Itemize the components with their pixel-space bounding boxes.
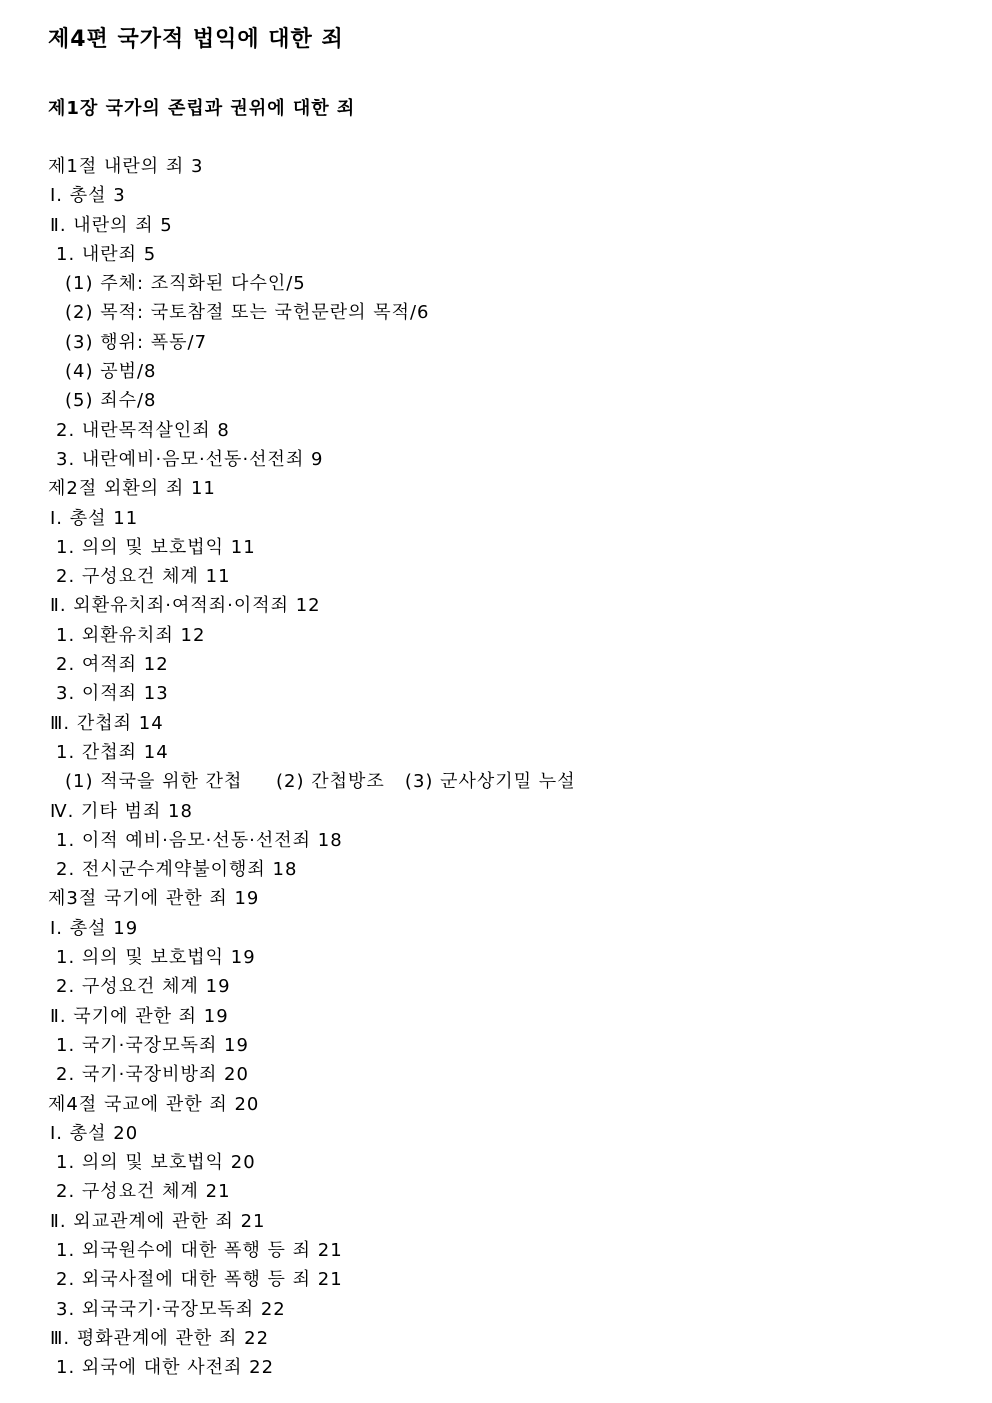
toc-arabic-entry: 1. 내란죄 5 <box>56 243 157 265</box>
toc-roman-entry: Ⅱ. 국기에 관한 죄 19 <box>50 1005 229 1027</box>
toc-roman-entry: Ⅱ. 외환유치죄·여적죄·이적죄 12 <box>50 595 321 617</box>
toc-arabic-entry: 3. 내란예비·음모·선동·선전죄 9 <box>56 448 324 470</box>
toc-arabic-entry: 2. 구성요건 체계 19 <box>56 976 231 998</box>
toc-arabic-entry: 3. 외국국기·국장모독죄 22 <box>56 1298 286 1320</box>
toc-roman-entry: Ⅱ. 내란의 죄 5 <box>50 214 173 236</box>
toc-roman-entry: Ⅰ. 총설 3 <box>50 185 126 207</box>
toc-arabic-entry: 1. 간첩죄 14 <box>56 741 169 763</box>
toc-roman-entry: Ⅲ. 간첩죄 14 <box>50 712 164 734</box>
toc-arabic-entry: 3. 이적죄 13 <box>56 683 169 705</box>
table-of-contents <box>48 152 948 1382</box>
toc-section-entry: 제2절 외환의 죄 11 <box>48 478 216 500</box>
toc-arabic-entry: 2. 국기·국장비방죄 20 <box>56 1064 249 1086</box>
toc-arabic-entry: 1. 이적 예비·음모·선동·선전죄 18 <box>56 829 343 851</box>
toc-roman-entry: Ⅲ. 평화관계에 관한 죄 22 <box>50 1327 270 1349</box>
toc-arabic-entry: 1. 외환유치죄 12 <box>56 624 206 646</box>
toc-roman-entry: Ⅱ. 외교관계에 관한 죄 21 <box>50 1210 266 1232</box>
toc-paren-entry: (1) 적국을 위한 간첩 (2) 간첩방조 (3) 군사상기밀 누설 <box>65 771 576 793</box>
chapter-heading: 제1장 국가의 존립과 권위에 대한 죄 <box>48 98 356 119</box>
toc-arabic-entry: 1. 국기·국장모독죄 19 <box>56 1034 249 1056</box>
toc-arabic-entry: 1. 외국원수에 대한 폭행 등 죄 21 <box>56 1239 343 1261</box>
toc-arabic-entry: 1. 외국에 대한 사전죄 22 <box>56 1357 275 1379</box>
toc-arabic-entry: 2. 여적죄 12 <box>56 654 169 676</box>
toc-arabic-entry: 1. 의의 및 보호법익 11 <box>56 536 256 558</box>
toc-paren-entry: (3) 행위: 폭동/7 <box>65 331 208 353</box>
part-title: 제4편 국가적 법익에 대한 죄 <box>48 27 344 52</box>
toc-roman-entry: Ⅰ. 총설 19 <box>50 917 139 939</box>
toc-paren-entry: (2) 목적: 국토참절 또는 국헌문란의 목적/6 <box>65 302 430 324</box>
toc-section-entry: 제4절 국교에 관한 죄 20 <box>48 1093 260 1115</box>
toc-arabic-entry: 2. 전시군수계약불이행죄 18 <box>56 859 298 881</box>
toc-section-entry: 제1절 내란의 죄 3 <box>48 156 204 177</box>
toc-section-entry: 제3절 국기에 관한 죄 19 <box>48 888 260 910</box>
toc-paren-entry: (5) 죄수/8 <box>65 390 157 412</box>
toc-arabic-entry: 1. 의의 및 보호법익 20 <box>56 1152 256 1174</box>
toc-paren-entry: (1) 주체: 조직화된 다수인/5 <box>65 273 306 295</box>
toc-arabic-entry: 1. 의의 및 보호법익 19 <box>56 947 256 969</box>
toc-arabic-entry: 2. 구성요건 체계 21 <box>56 1181 231 1203</box>
toc-arabic-entry: 2. 외국사절에 대한 폭행 등 죄 21 <box>56 1269 343 1291</box>
toc-arabic-entry: 2. 구성요건 체계 11 <box>56 566 231 588</box>
toc-roman-entry: Ⅳ. 기타 범죄 18 <box>50 800 193 822</box>
toc-roman-entry: Ⅰ. 총설 20 <box>50 1122 139 1144</box>
toc-paren-entry: (4) 공범/8 <box>65 361 157 383</box>
toc-arabic-entry: 2. 내란목적살인죄 8 <box>56 419 230 441</box>
toc-roman-entry: Ⅰ. 총설 11 <box>50 507 139 529</box>
